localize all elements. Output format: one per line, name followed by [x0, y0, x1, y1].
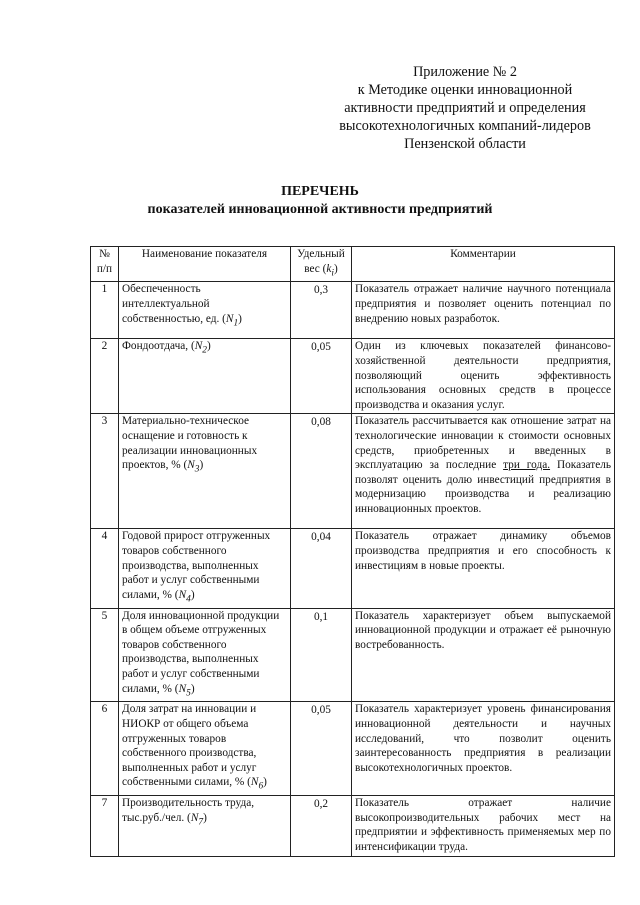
row-name: Доля затрат на инновации и НИОКР от общего объема отгруженных товаров собственного производства, выполненных работ и услуг собственными силами, % $(N_6)$	[119, 702, 291, 796]
document-title: ПЕРЕЧЕНЬ	[281, 184, 359, 199]
appendix-line: Пензенской области	[404, 136, 526, 152]
row-comment: Показатель отражает наличие высокопроизводительных рабочих мест на предприятии и эффективность применяемых мер по интенсификации труда.	[352, 796, 615, 856]
row-name: Обеспеченность интеллектуальной собственностью, ед. $(N_1)$	[119, 282, 291, 339]
row-num: 4	[91, 529, 119, 608]
row-weight: 0,05	[291, 702, 352, 796]
row-weight: 0,04	[291, 529, 352, 608]
row-comment: Показатель характеризует объем выпускаемой инновационной продукции и отражает её рыночную востребованность.	[352, 608, 615, 702]
appendix-line: активности предприятий и определения	[344, 100, 586, 116]
row-name: Производительность труда, тыс.руб./чел. $(N_7)$	[119, 796, 291, 856]
appendix-header	[300, 63, 630, 153]
row-name: Фондоотдача, $(N_2)$	[119, 339, 291, 414]
row-num: 5	[91, 608, 119, 702]
table-row	[91, 702, 615, 796]
row-comment: Показатель отражает наличие научного потенциала предприятия и позволяет оценить потенциал по внедрению новых разработок.	[352, 282, 615, 339]
appendix-line: к Методике оценки инновационной	[357, 82, 573, 98]
row-comment: Показатель характеризует уровень финансирования инновационной деятельности и научных исследований, что позволит оценить заинтересованность предприятия в реализации высокотехнологичных проектов.	[352, 702, 615, 796]
row-name: Доля инновационной продукции в общем объеме отгруженных товаров собственного производства, выполненных работ и услуг собственными силами, % $(N_5)$	[119, 608, 291, 702]
row-num: 3	[91, 414, 119, 529]
table-row	[91, 608, 615, 702]
row-name: Материально-техническое оснащение и готовность к реализации инновационных проектов, % $(N_3)$	[119, 414, 291, 529]
row-weight: 0,05	[291, 339, 352, 414]
row-num: 2	[91, 339, 119, 414]
header-comment: Комментарии	[352, 247, 615, 282]
document-subtitle: показателей инновационной активности предприятий	[147, 202, 493, 217]
table-row	[91, 339, 615, 414]
table-row	[91, 414, 615, 529]
row-comment: Показатель рассчитывается как отношение затрат на технологические инновации к стоимости основных средств, приобретенных и введенных в эксплуатацию за последние три года. Показатель позволят оценить долю инвестиций предприятия в модернизацию производства и реализацию инновационных проектов.	[352, 414, 615, 529]
underlined-period: три года.	[503, 459, 551, 472]
table-row	[91, 796, 615, 856]
row-name: Годовой прирост отгруженных товаров собственного производства, выполненных работ и услуг собственными силами, % $(N_4)$	[119, 529, 291, 608]
header-weight: Удельный вес $(k_i)$	[291, 247, 352, 282]
appendix-line: Приложение № 2	[413, 64, 517, 80]
header-num: № п/п	[91, 247, 119, 282]
row-comment: Один из ключевых показателей финансово-хозяйственной деятельности предприятия, позволяющий оценить эффективность использования основных средств в процессе производства и оказания услуг.	[352, 339, 615, 414]
header-name: Наименование показателя	[119, 247, 291, 282]
appendix-line: высокотехнологичных компаний-лидеров	[339, 118, 591, 134]
row-weight: 0,2	[291, 796, 352, 856]
table-row	[91, 529, 615, 608]
row-weight: 0,3	[291, 282, 352, 339]
row-num: 1	[91, 282, 119, 339]
row-comment: Показатель отражает динамику объемов производства предприятия и его способность к инвестициям в новые проекты.	[352, 529, 615, 608]
table-row	[91, 282, 615, 339]
row-num: 7	[91, 796, 119, 856]
row-weight: 0,1	[291, 608, 352, 702]
indicators-table	[90, 246, 615, 857]
table-header-row	[91, 247, 615, 282]
row-weight: 0,08	[291, 414, 352, 529]
row-num: 6	[91, 702, 119, 796]
